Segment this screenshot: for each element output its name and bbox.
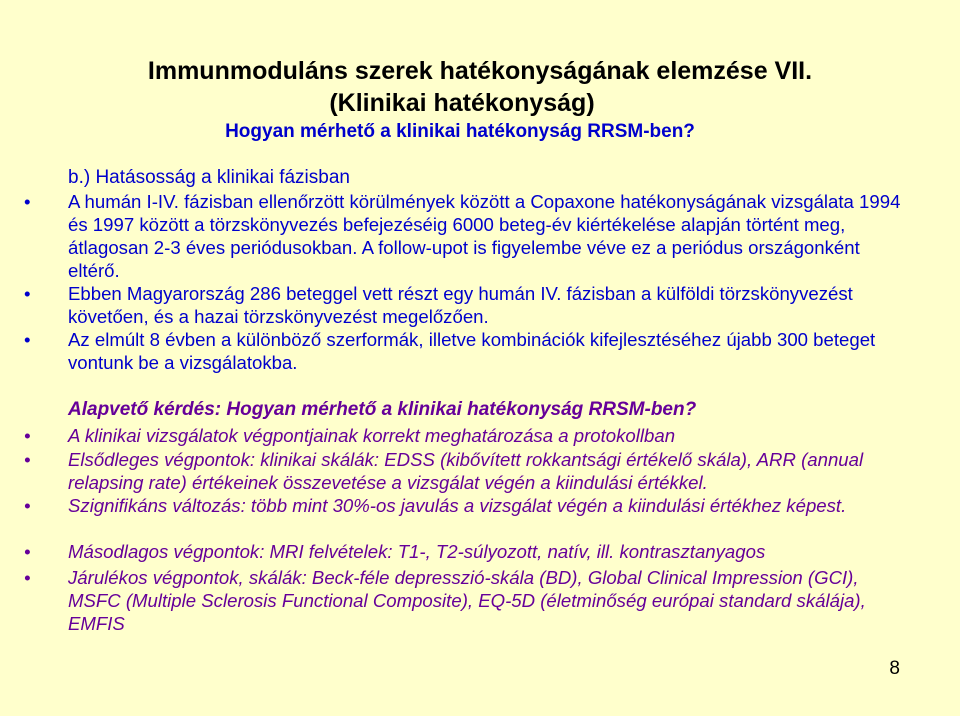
slide-title: Immunmoduláns szerek hatékonyságának elemzése VII. xyxy=(147,57,813,85)
list-item-text: Elsődleges végpontok: klinikai skálák: EDSS (kibővített rokkantsági értékelő skála), ARR (annual relapsing rate) értékeinek összevetése a vizsgálat végén a kiindulási értékkel. xyxy=(68,449,864,493)
section-label: b.) Hatásosság a klinikai fázisban xyxy=(68,167,350,188)
list-item-text: Az elmúlt 8 évben a különböző szerformák, illetve kombinációk kifejlesztéséhez újabb 300 beteget vontunk be a vizsgálatokba. xyxy=(68,329,876,373)
slide-title-line2: (Klinikai hatékonyság) xyxy=(329,89,595,117)
list-item xyxy=(24,566,914,635)
list-item-text: A humán I-IV. fázisban ellenőrzött körülmények között a Copaxone hatékonyságának vizsgálata 1994 és 1997 között a törzskönyvezés befejezéséig 6000 beteg-év kiértékelése alapján történt meg, átlagosan 2-3 éves periódusokban. A follow-upot is figyelembe véve ez a periódus országonként eltérő. xyxy=(68,191,901,281)
list-item xyxy=(24,190,914,282)
bullet-icon: • xyxy=(24,567,31,588)
slide-subtitle: Hogyan mérhető a klinikai hatékonyság RRSM-ben? xyxy=(225,121,695,142)
list-item xyxy=(24,424,914,447)
list-item xyxy=(24,448,914,494)
list-item xyxy=(24,282,914,328)
list-item xyxy=(24,494,914,517)
list-item xyxy=(24,328,914,374)
list-item-text: Másodlagos végpontok: MRI felvételek: T1-, T2-súlyozott, natív, ill. kontrasztanyagos xyxy=(68,541,766,562)
list-item-text: A klinikai vizsgálatok végpontjainak korrekt meghatározása a protokollban xyxy=(68,425,676,446)
bullet-icon: • xyxy=(24,329,31,350)
list-item-text: Ebben Magyarország 286 beteggel vett részt egy humán IV. fázisban a külföldi törzskönyvezést követően, és a hazai törzskönyvezést megelőzően. xyxy=(68,283,853,327)
section-heading: Alapvető kérdés: Hogyan mérhető a klinikai hatékonyság RRSM-ben? xyxy=(68,399,697,420)
bullet-icon: • xyxy=(24,495,31,516)
page-number: 8 xyxy=(889,658,900,679)
list-item-text: Szignifikáns változás: több mint 30%-os javulás a vizsgálat végén a kiindulási értékhez képest. xyxy=(68,495,847,516)
bullet-icon: • xyxy=(24,283,31,304)
list-item-text: Járulékos végpontok, skálák: Beck-féle depresszió-skála (BD), Global Clinical Impression (GCI), MSFC (Multiple Sclerosis Functional Composite), EQ-5D (életminőség európai standard skálája), EMFIS xyxy=(68,567,866,634)
bullet-icon: • xyxy=(24,449,31,470)
list-item xyxy=(24,540,914,563)
bullet-icon: • xyxy=(24,191,31,212)
bullet-icon: • xyxy=(24,541,31,562)
bullet-icon: • xyxy=(24,425,31,446)
